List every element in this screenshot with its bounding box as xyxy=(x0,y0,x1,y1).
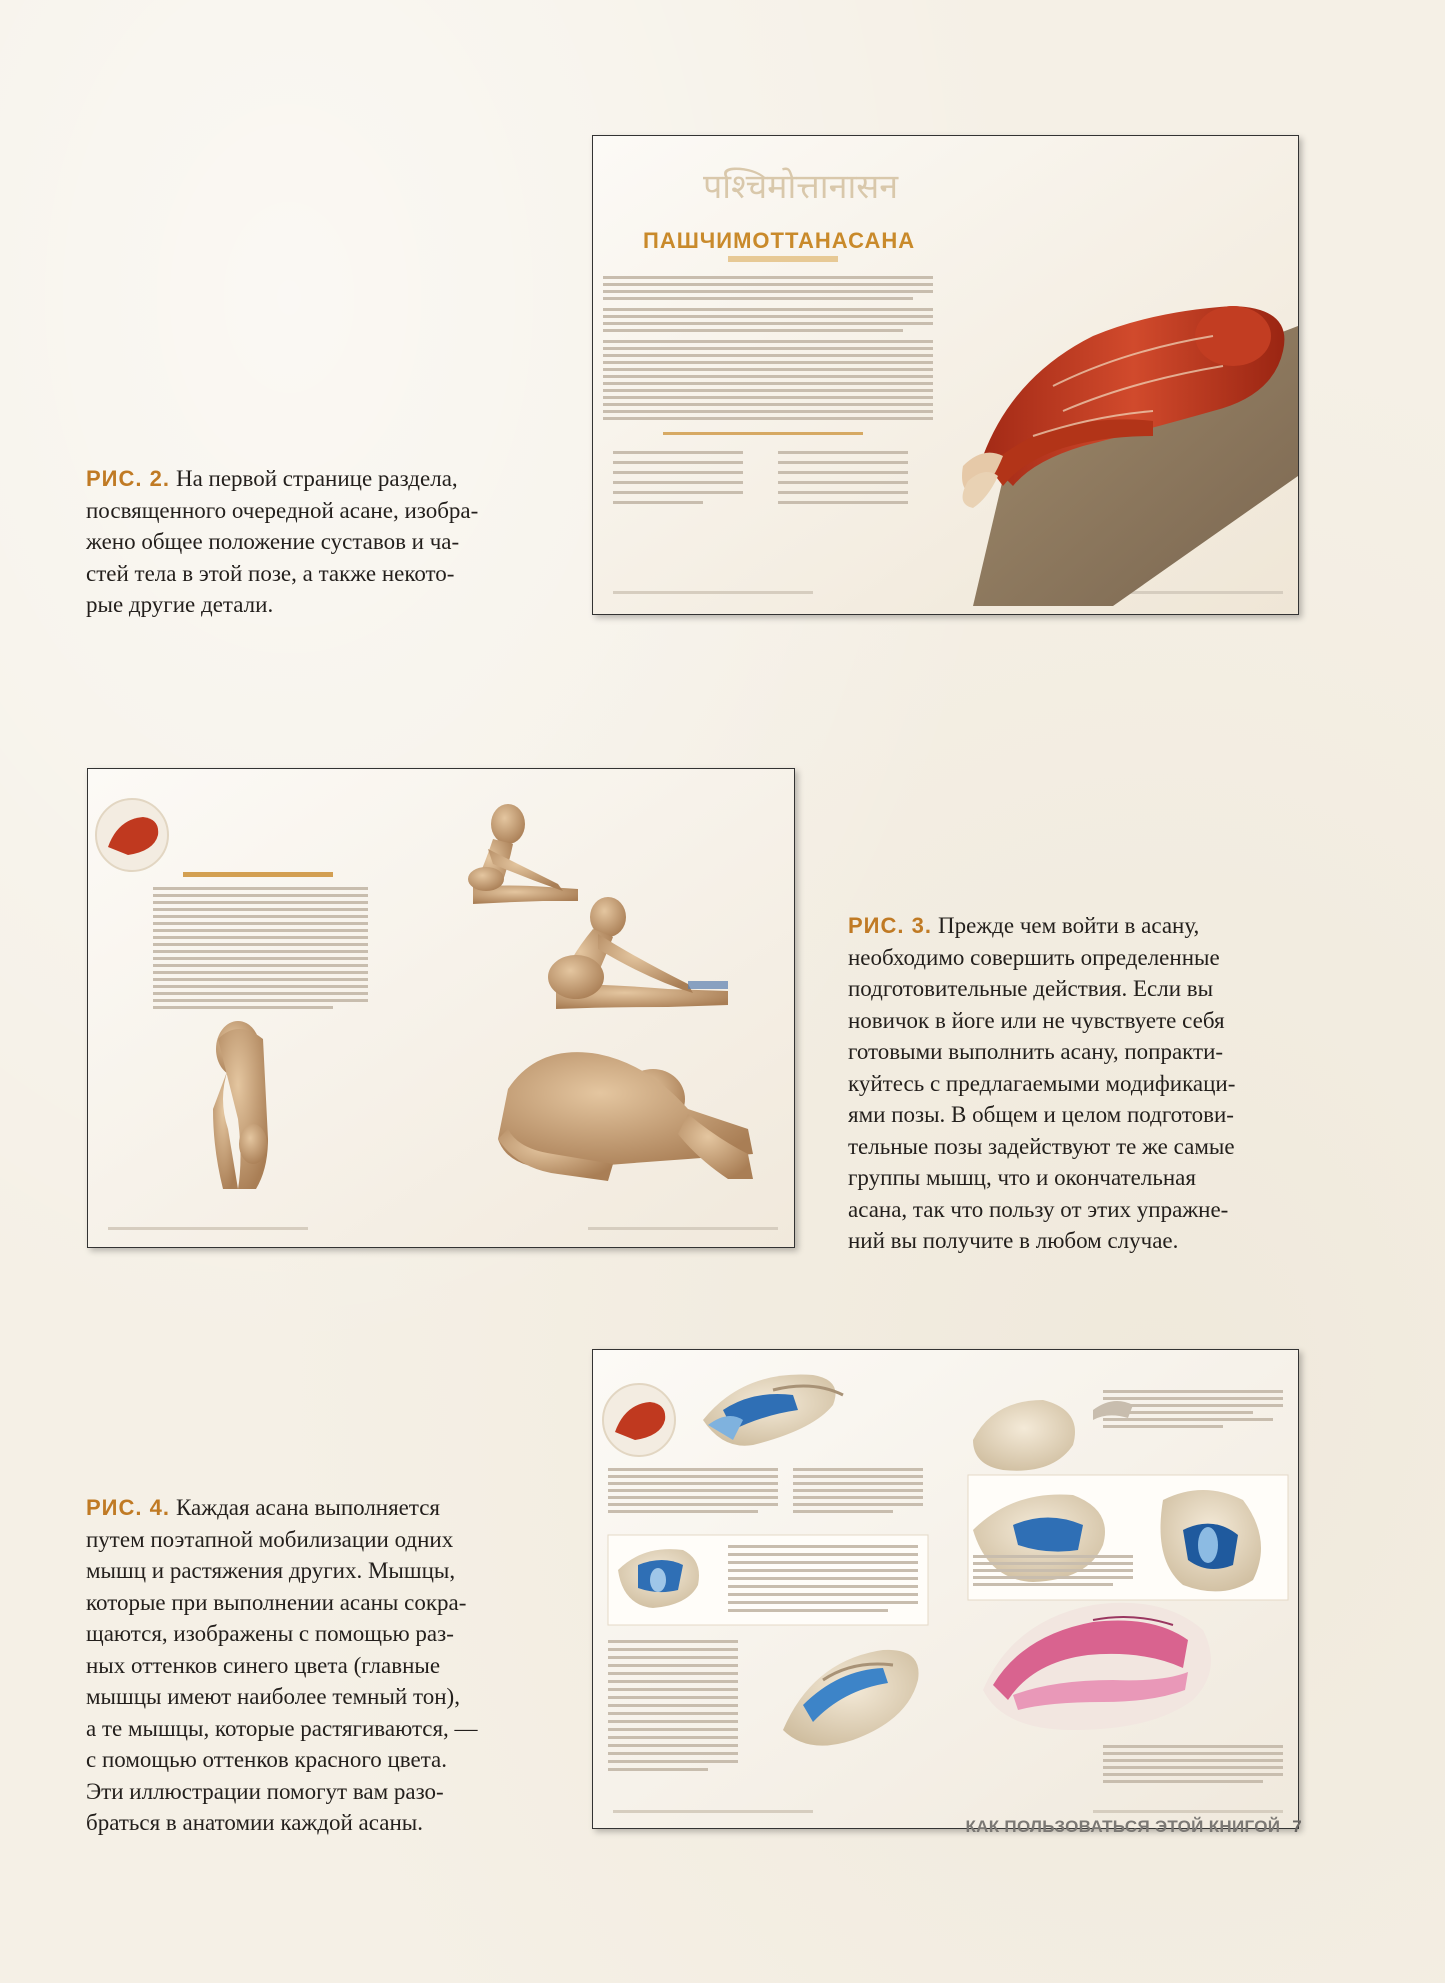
fig4-label: РИС. 4. xyxy=(86,1495,170,1520)
fig2-caption xyxy=(86,463,478,621)
fig2-thumbnail xyxy=(592,135,1299,615)
fig2-label: РИС. 2. xyxy=(86,466,170,491)
fig4-caption-line: которые при выполнении асаны сокра- xyxy=(86,1589,467,1615)
fig3-caption-line: необходимо совершить определенные xyxy=(848,944,1220,970)
footer-section-title: КАК ПОЛЬЗОВАТЬСЯ ЭТОЙ КНИГОЙ xyxy=(965,1817,1281,1836)
fig3-thumbnail xyxy=(87,768,795,1248)
fig3-caption-line: куйтесь с предлагаемыми модификаци- xyxy=(848,1070,1236,1096)
fig4-thumbnail xyxy=(592,1349,1299,1829)
fig3-caption-line: новичок в йоге или не чувствуете себя xyxy=(848,1007,1225,1033)
fig3-page-illustration xyxy=(88,769,794,1247)
fig2-text-block xyxy=(603,276,933,420)
fig4-caption-line: Каждая асана выполняется xyxy=(175,1495,441,1520)
fig2-caption-line: рые другие детали. xyxy=(86,592,274,617)
fig3-caption-line: ями позы. В общем и целом подготови- xyxy=(848,1102,1234,1127)
fig4-caption-line: с помощью оттенков красного цвета. xyxy=(86,1747,447,1772)
fig4-caption xyxy=(86,1492,478,1839)
fig3-label: РИС. 3. xyxy=(848,913,932,938)
fig2-sanskrit-heading: पश्चिमोत्तानासन xyxy=(703,167,899,207)
fig2-asana-title: ПАШЧИМОТТАНАСАНА xyxy=(643,228,916,253)
fig4-caption-line: а те мышцы, которые растягиваются, — xyxy=(86,1715,478,1741)
fig2-page-illustration xyxy=(593,136,1298,614)
page-number: 7 xyxy=(1292,1817,1302,1836)
fig2-caption-line: посвященного очередной асане, изобра- xyxy=(86,497,479,523)
fig3-caption-line: асана, так что пользу от этих упражне- xyxy=(848,1196,1229,1222)
fig4-caption-line: Эти иллюстрации помогут вам разо- xyxy=(86,1778,444,1804)
fig3-caption-line: тельные позы задействуют те же самые xyxy=(848,1133,1235,1159)
fig4-caption-line: путем поэтапной мобилизации одних xyxy=(86,1526,454,1552)
fig4-page-illustration xyxy=(593,1350,1298,1828)
fig3-caption-line: готовыми выполнить асану, попракти- xyxy=(848,1039,1224,1064)
fig4-caption-line: мышцы имеют наиболее темный тон), xyxy=(86,1684,460,1709)
fig3-caption xyxy=(848,910,1235,1257)
fig3-caption-line: ний вы получите в любом случае. xyxy=(848,1228,1179,1253)
fig2-caption-line: На первой странице раздела, xyxy=(175,466,458,491)
fig4-caption-line: щаются, изображены с помощью раз- xyxy=(86,1621,454,1646)
running-footer xyxy=(965,1817,1302,1837)
fig3-caption-line: группы мышц, что и окончательная xyxy=(848,1165,1196,1190)
fig3-mannequin-3 xyxy=(213,1021,268,1189)
fig4-caption-line: мышц и растяжения других. Мышцы, xyxy=(86,1558,456,1583)
fig4-caption-line: ных оттенков синего цвета (главные xyxy=(86,1652,441,1678)
fig2-caption-line: жено общее положение суставов и ча- xyxy=(86,529,460,554)
fig2-caption-line: стей тела в этой позе, а также некото- xyxy=(86,560,455,586)
fig4-caption-line: браться в анатомии каждой асаны. xyxy=(86,1810,423,1835)
fig3-caption-line: подготовительные действия. Если вы xyxy=(848,976,1214,1001)
fig3-caption-line: Прежде чем войти в асану, xyxy=(937,913,1200,938)
